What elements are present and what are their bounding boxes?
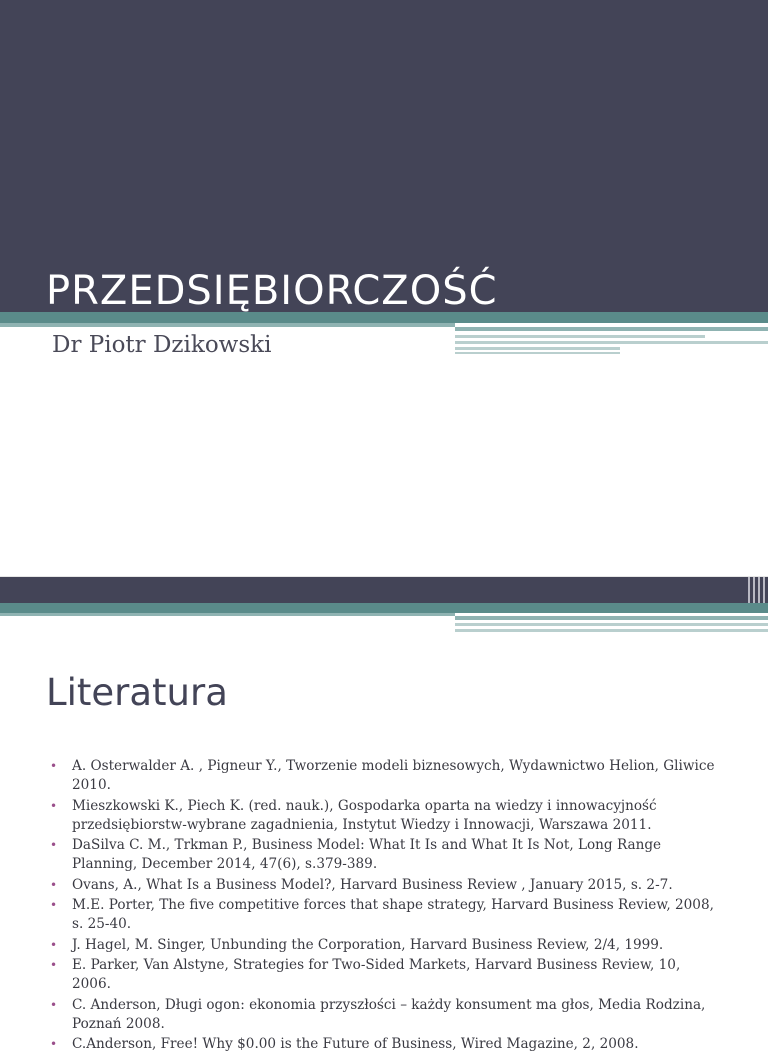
list-item: • DaSilva C. M., Trkman P., Business Model: What It Is and What It Is Not, Long Range Planning, December 2014, 47(6), s.379-389. bbox=[50, 837, 662, 872]
title-banner bbox=[0, 0, 768, 312]
list-item: • E. Parker, Van Alstyne, Strategies for Two-Sided Markets, Harvard Business Review, 10, 2006. bbox=[50, 957, 681, 992]
list-item: • M.E. Porter, The five competitive forces that shape strategy, Harvard Business Review, 2008, s. 25-40. bbox=[50, 897, 714, 932]
list-item: • C.Anderson, Free! Why $0.00 is the Future of Business, Wired Magazine, 2, 2008. bbox=[50, 1036, 639, 1052]
list-item: • A. Osterwalder A. , Pigneur Y., Tworzenie modeli biznesowych, Wydawnictwo Helion, Gliwice 2010. bbox=[50, 758, 715, 793]
bullet-icon: • bbox=[50, 1037, 58, 1051]
list-item: • Ovans, A., What Is a Business Model?, Harvard Business Review , January 2015, s. 2-7. bbox=[50, 876, 673, 893]
scroll-edge-stripe bbox=[753, 577, 755, 603]
accent-stripe bbox=[455, 347, 620, 350]
accent-stripe bbox=[455, 327, 768, 331]
header-banner bbox=[0, 577, 768, 603]
bullet-icon: • bbox=[50, 898, 58, 912]
scroll-edge-stripe bbox=[758, 577, 760, 603]
accent-stripe bbox=[455, 335, 705, 338]
accent-stripe bbox=[0, 323, 455, 327]
accent-stripe bbox=[0, 603, 768, 613]
bullet-icon: • bbox=[50, 937, 58, 952]
literature-slide bbox=[0, 576, 768, 1052]
bullet-icon: • bbox=[50, 798, 58, 813]
bullet-icon: • bbox=[50, 759, 58, 773]
accent-stripe bbox=[455, 629, 768, 632]
reference-list bbox=[48, 757, 718, 1056]
bullet-icon: • bbox=[50, 958, 58, 972]
slide-subtitle: Dr Piotr Dzikowski bbox=[52, 332, 272, 358]
bullet-icon: • bbox=[50, 838, 58, 852]
accent-stripe bbox=[455, 341, 768, 344]
bullet-icon: • bbox=[50, 877, 58, 892]
list-item: • C. Anderson, Długi ogon: ekonomia przyszłości – każdy konsument ma głos, Media Rodzina, Poznań 2008. bbox=[50, 996, 706, 1032]
scroll-edge-stripe bbox=[748, 577, 750, 603]
list-item: • J. Hagel, M. Singer, Unbunding the Corporation, Harvard Business Review, 2/4, 1999. bbox=[50, 936, 664, 953]
accent-stripe bbox=[455, 623, 768, 626]
accent-stripe bbox=[455, 616, 768, 620]
scroll-edge-stripe bbox=[763, 577, 765, 603]
accent-stripe bbox=[0, 613, 455, 616]
bullet-icon: • bbox=[50, 997, 58, 1012]
slide-heading: Literatura bbox=[46, 671, 228, 714]
list-item: • Mieszkowski K., Piech K. (red. nauk.), Gospodarka oparta na wiedzy i innowacyjność przedsiębiorstw-wybrane zagadnienia, Instytut Wiedzy i Innowacji, Warszawa 2011. bbox=[50, 797, 657, 833]
slide-title: PRZEDSIĘBIORCZOŚĆ bbox=[46, 268, 498, 314]
accent-stripe bbox=[455, 352, 620, 354]
